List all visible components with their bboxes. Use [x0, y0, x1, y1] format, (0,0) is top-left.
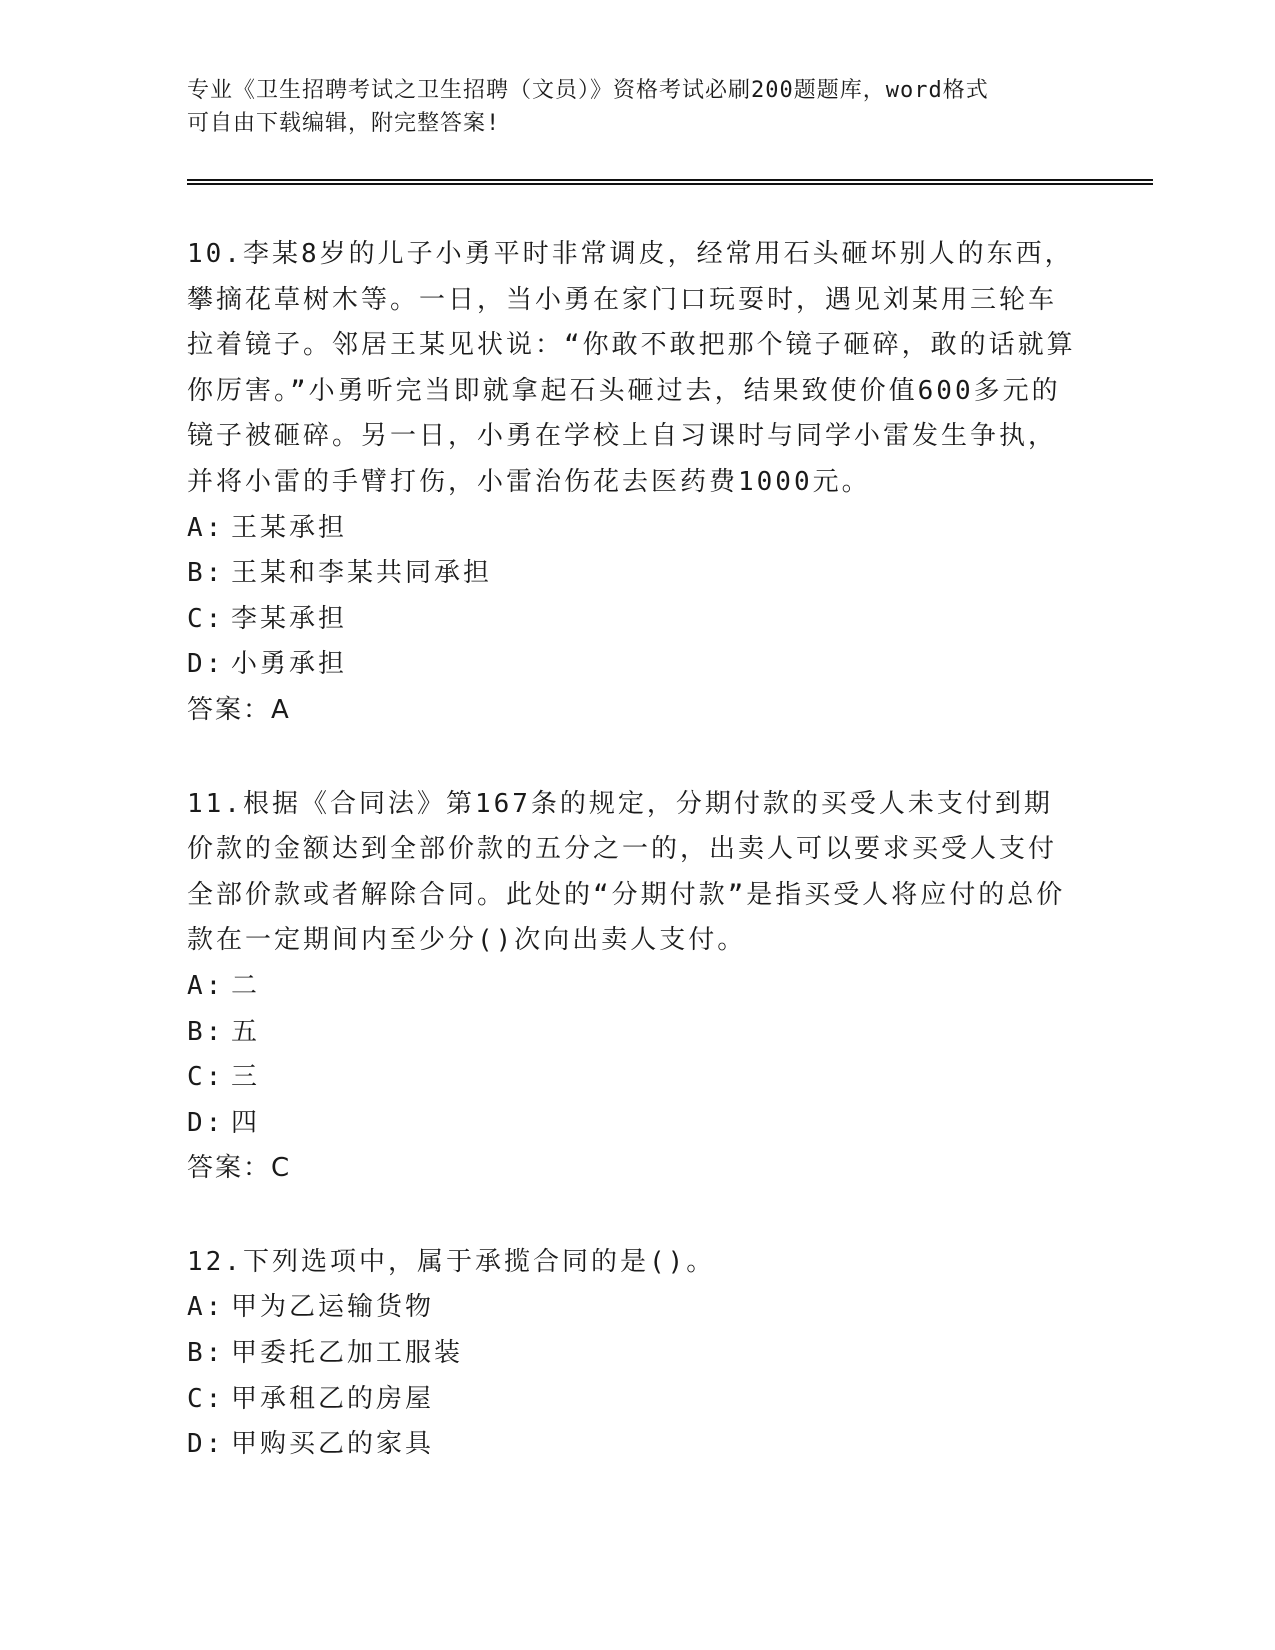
document-header	[187, 74, 1067, 140]
option-key: A:	[187, 512, 225, 543]
option-key: B:	[187, 1016, 225, 1047]
question-12	[187, 1240, 1087, 1468]
option-text: 甲购买乙的家具	[231, 1429, 435, 1460]
question-list	[187, 232, 1087, 1516]
option-d	[187, 642, 1087, 688]
question-stem: 10.李某8岁的儿子小勇平时非常调皮，经常用石头砸坏别人的东西，攀摘花草树木等。一日，当小勇在家门口玩耍时，遇见刘某用三轮车拉着镜子。邻居王某见状说：“你敢不敢把那个镜子砸碎，敢的话就算你厉害。”小勇听完当即就拿起石头砸过去，结果致使价值600多元的镜子被砸碎。另一日，小勇在学校上自习课时与同学小雷发生争执，并将小雷的手臂打伤，小雷治伤花去医药费1000元。	[187, 239, 1076, 497]
option-key: C:	[187, 603, 225, 634]
option-key: A:	[187, 1292, 225, 1323]
option-a	[187, 1285, 1087, 1331]
option-text: 四	[231, 1107, 261, 1138]
option-text: 三	[231, 1062, 261, 1093]
option-text: 甲承租乙的房屋	[231, 1383, 435, 1414]
option-a	[187, 964, 1087, 1010]
option-text: 王某承担	[231, 512, 348, 543]
option-key: A:	[187, 970, 225, 1001]
question-stem: 11.根据《合同法》第167条的规定，分期付款的买受人未支付到期价款的金额达到全部价款的五分之一的，出卖人可以要求买受人支付全部价款或者解除合同。此处的“分期付款”是指买受人将应付的总价款在一定期间内至少分()次向出卖人支付。	[187, 788, 1066, 956]
option-c	[187, 1377, 1087, 1423]
question-10	[187, 232, 1087, 734]
option-c	[187, 1055, 1087, 1101]
option-key: C:	[187, 1062, 225, 1093]
option-text: 二	[231, 970, 261, 1001]
option-d	[187, 1422, 1087, 1468]
option-key: B:	[187, 1338, 225, 1369]
header-line-2: 可自由下载编辑，附完整答案!	[187, 111, 501, 136]
option-text: 李某承担	[231, 603, 348, 634]
answer-line: 答案：C	[187, 1153, 292, 1184]
header-divider	[187, 179, 1153, 184]
option-a	[187, 506, 1087, 552]
option-c	[187, 597, 1087, 643]
option-key: B:	[187, 558, 225, 589]
option-key: D:	[187, 1107, 225, 1138]
option-text: 甲为乙运输货物	[231, 1292, 435, 1323]
option-text: 小勇承担	[231, 649, 348, 680]
option-key: D:	[187, 649, 225, 680]
option-text: 五	[231, 1016, 261, 1047]
option-key: D:	[187, 1429, 225, 1460]
option-b	[187, 551, 1087, 597]
option-b	[187, 1331, 1087, 1377]
question-stem: 12.下列选项中，属于承揽合同的是()。	[187, 1246, 716, 1277]
answer-line: 答案：A	[187, 694, 291, 725]
question-11	[187, 782, 1087, 1192]
option-text: 王某和李某共同承担	[231, 558, 493, 589]
option-key: C:	[187, 1383, 225, 1414]
header-line-1: 专业《卫生招聘考试之卫生招聘（文员）》资格考试必刷200题题库，word格式	[187, 78, 989, 103]
option-b	[187, 1010, 1087, 1056]
option-text: 甲委托乙加工服装	[231, 1338, 464, 1369]
option-d	[187, 1101, 1087, 1147]
